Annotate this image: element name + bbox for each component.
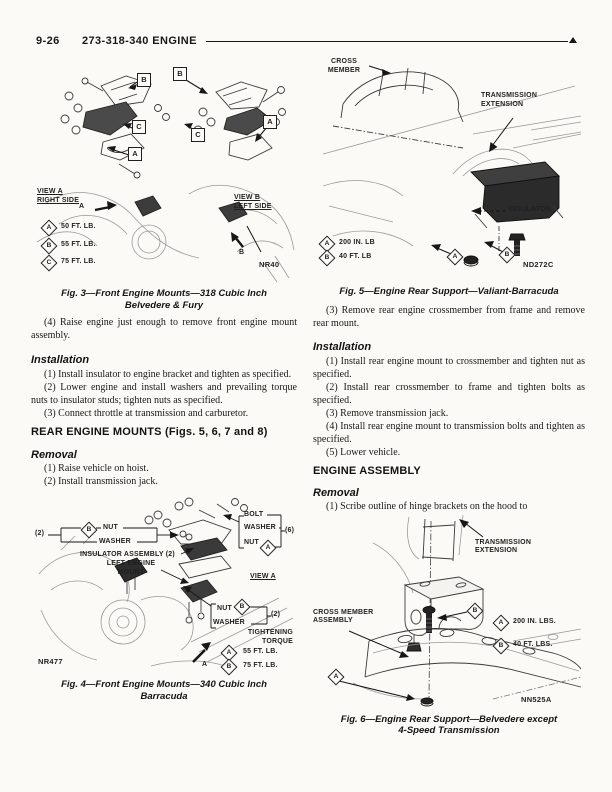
fig6-cross-member-assembly-label: CROSS MEMBER ASSEMBLY — [313, 608, 374, 624]
fig5-figure-id: ND272C — [523, 260, 554, 269]
figure-5 — [313, 56, 585, 286]
step-paragraph: (1) Install insulator to engine bracket and tighten as specified. — [44, 369, 292, 380]
fig3-arrow-label-a: A — [79, 203, 85, 210]
step-paragraph: (2) Install rear crossmember to frame and tighten bolts as specified. — [313, 381, 585, 406]
page-header — [36, 35, 577, 49]
fig4-figure-id: NR477 — [38, 657, 63, 666]
fig4-washer-upper-label: WASHER — [99, 538, 131, 545]
page-number: 9-26 — [36, 35, 60, 47]
step-paragraph: (1) Install rear engine mount to crossmember and tighten nut as specified. — [313, 355, 585, 380]
step-paragraph: (3) Remove rear engine crossmember from frame and remove rear mount. — [313, 304, 585, 329]
fig6-legend-torque-a: 200 IN. LBS. — [513, 617, 556, 625]
fig3-callout-b-left: B — [137, 73, 151, 87]
fig3-legend-torque-a: 50 FT. LB. — [61, 223, 96, 230]
fig3-callout-c-right: C — [191, 128, 205, 142]
removal-heading: Removal — [313, 486, 359, 499]
fig5-legend-diamond-b: B — [319, 250, 336, 267]
fig4-washer-lower-label: WASHER — [213, 619, 245, 626]
fig4-callout-b-lower: B — [234, 599, 251, 616]
step-paragraph: (1) Raise vehicle on hoist. — [44, 463, 149, 474]
fig5-legend-diamond-a: A — [319, 236, 336, 253]
left-column — [31, 56, 297, 702]
header-end-triangle-icon — [569, 37, 577, 43]
fig4-insulator-assembly-label: INSULATOR ASSEMBLY (2) — [80, 551, 175, 558]
fig6-legend-diamond-a: A — [493, 614, 510, 631]
fig5-caption: Fig. 5—Engine Rear Support—Valiant-Barracuda — [339, 286, 559, 297]
step-paragraph: (3) Remove transmission jack. — [326, 407, 449, 419]
removal-heading: Removal — [31, 449, 77, 461]
fig3-callout-c-left: C — [132, 120, 146, 134]
fig4-arrow-label-a: A — [202, 661, 208, 668]
fig3-figure-id: NR40 — [259, 260, 280, 269]
rear-engine-mounts-heading: REAR ENGINE MOUNTS (Figs. 5, 6, 7 and 8) — [31, 426, 268, 438]
fig4-qty-right-upper-label: (6) — [285, 527, 295, 534]
fig5-legend-torque-a: 200 IN. LB — [339, 239, 375, 246]
fig4-legend-torque-b: 75 FT. LB. — [243, 662, 278, 669]
fig6-caption: Fig. 6—Engine Rear Support—Belvedere except 4-Speed Transmission — [340, 713, 558, 736]
step-paragraph: (4) Install rear engine mount to transmission bolts and tighten as specified. — [313, 420, 585, 445]
step-paragraph: (3) Connect throttle at transmission and carburetor. — [44, 408, 249, 419]
fig3-legend-diamond-b: B — [41, 238, 58, 255]
fig4-qty-left-label: (2) — [35, 530, 45, 537]
installation-heading: Installation — [313, 340, 372, 353]
fig4-bolt-label: BOLT — [244, 511, 264, 518]
fig4-caption: Fig. 4—Front Engine Mounts—340 Cubic Inch Barracuda — [61, 679, 267, 702]
fig4-legend-diamond-a: A — [221, 645, 238, 662]
fig3-artwork — [31, 56, 297, 286]
header-rule — [206, 41, 568, 42]
fig6-legend-diamond-b: B — [493, 637, 510, 654]
fig4-qty-right-lower-label: (2) — [271, 611, 281, 618]
figure-3 — [31, 56, 297, 286]
fig3-callout-a-left: A — [128, 147, 142, 161]
fig5-insulator-label: INSULATOR — [509, 206, 551, 213]
engine-assembly-heading: ENGINE ASSEMBLY — [313, 464, 421, 477]
fig4-callout-b-upper: B — [81, 522, 98, 539]
fig4-nut-right-label: NUT — [244, 539, 259, 546]
fig4-legend-diamond-b: B — [221, 659, 238, 676]
fig3-arrow-label-b: B — [239, 249, 245, 256]
fig5-callout-a: A — [447, 249, 464, 266]
page-title: 273-318-340 ENGINE — [82, 35, 197, 47]
step-paragraph: (5) Lower vehicle. — [326, 446, 401, 458]
fig6-transmission-extension-label: TRANSMISSION EXTENSION — [475, 538, 532, 554]
installation-heading: Installation — [31, 354, 90, 366]
step-paragraph: (2) Lower engine and install washers and prevailing torque nuts to insulator studs; tighten nuts as specified. — [31, 382, 297, 406]
fig6-callout-b: B — [467, 602, 484, 619]
fig3-legend-torque-c: 75 FT. LB. — [61, 258, 96, 265]
figure-4 — [31, 490, 297, 676]
fig3-view-b-label: VIEW B LEFT SIDE — [234, 194, 272, 210]
fig5-callout-b: B — [499, 247, 516, 264]
fig4-tightening-torque-label: TIGHTENING TORQUE — [247, 629, 293, 645]
fig5-cross-member-label: CROSS MEMBER — [327, 58, 361, 74]
fig5-legend-torque-b: 40 FT. LB — [339, 253, 372, 260]
fig3-view-a-label: VIEW A RIGHT SIDE — [37, 188, 80, 204]
fig4-legend-torque-a: 55 FT. LB. — [243, 648, 278, 655]
fig4-view-a-label: VIEW A — [250, 573, 276, 580]
fig5-transmission-extension-label: TRANSMISSION EXTENSION — [481, 92, 538, 108]
fig3-legend-diamond-a: A — [41, 220, 58, 237]
fig4-washer-right-label: WASHER — [244, 524, 276, 531]
fig3-callout-b-right: B — [173, 67, 187, 81]
right-column — [313, 56, 585, 737]
fig3-legend-torque-b: 55 FT. LB. — [61, 241, 96, 248]
fig4-left-engine-mount-label: LEFT ENGINE MOUNT — [106, 560, 156, 576]
fig4-callout-a-upper: A — [260, 540, 277, 557]
fig4-nut-lower-label: NUT — [217, 605, 232, 612]
fig3-legend-diamond-c: C — [41, 255, 58, 272]
fig6-figure-id: NN525A — [521, 694, 552, 704]
fig3-caption: Fig. 3—Front Engine Mounts—318 Cubic Inch Belvedere & Fury — [61, 288, 267, 311]
fig6-callout-a: A — [328, 668, 345, 685]
step-paragraph: (1) Scribe outline of hinge brackets on the hood to — [326, 500, 528, 512]
fig3-callout-a-right: A — [263, 115, 277, 129]
fig4-nut-upper-label: NUT — [103, 524, 118, 531]
step-paragraph: (2) Install transmission jack. — [44, 476, 158, 487]
figure-6 — [313, 513, 585, 711]
fig6-legend-torque-b: 40 FT. LBS. — [513, 640, 553, 648]
step-paragraph: (4) Raise engine just enough to remove front engine mount assembly. — [31, 317, 297, 341]
